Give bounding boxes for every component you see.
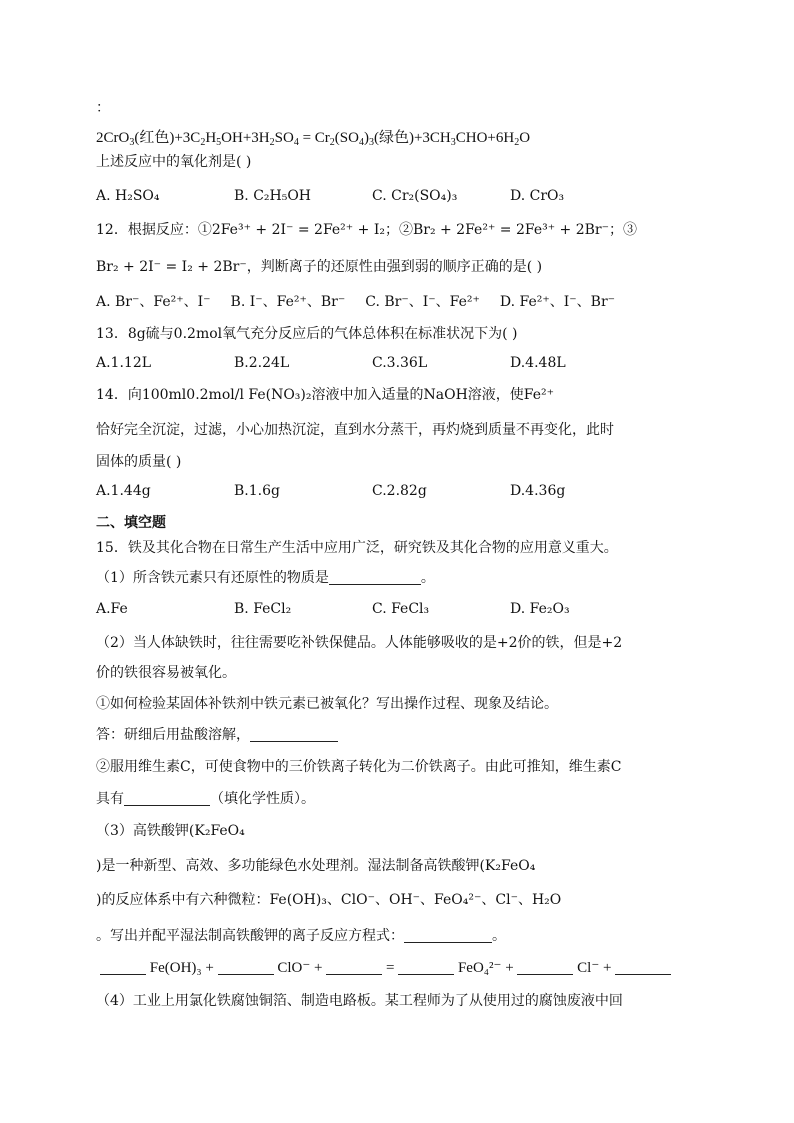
q15-part3-equation-blank[interactable]: [404, 927, 492, 943]
q15-part3-balance-equation: Fe(OH)₃ + ClO⁻ + = FeO₄²⁻ + Cl⁻ +: [100, 958, 671, 978]
q15-part3-line3: )的反应体系中有六种微粒：Fe(OH)₃、ClO⁻、OH⁻、FeO₄²⁻、Cl⁻、H₂O: [96, 892, 562, 908]
q15-part2-q2-line1: ②服用维生素C，可使食物中的三价铁离子转化为二价铁离子。由此可推知，维生素C: [96, 759, 622, 775]
q13-option-d[interactable]: D.4.48L: [510, 355, 566, 371]
q15-coef-blank-1[interactable]: [100, 959, 146, 975]
q15-part1: （1）所含铁元素只有还原性的物质是 。: [96, 570, 435, 586]
q12-option-c[interactable]: C. Br⁻、I⁻、Fe²⁺: [365, 294, 480, 310]
section-title: 二、填空题: [96, 515, 166, 531]
q14-line1: 14．向100ml0.2mol/l Fe(NO₃)₂溶液中加入适量的NaOH溶液，使Fe²⁺: [96, 387, 555, 403]
q11-option-b[interactable]: B. C₂H₅OH: [234, 188, 312, 204]
q11-option-c[interactable]: C. Cr₂(SO₄)₃: [372, 188, 458, 204]
q15-part2-q1: ①如何检验某固体补铁剂中铁元素已被氧化？写出操作过程、现象及结论。: [96, 696, 558, 712]
q15-part1-option-c[interactable]: C. FeCl₃: [372, 601, 430, 617]
q15-part3-line4: 。写出并配平湿法制高铁酸钾的离子反应方程式： 。: [96, 928, 506, 944]
q15-coef-blank-3[interactable]: [326, 959, 382, 975]
q15-coef-blank-2[interactable]: [218, 959, 274, 975]
q14-option-c[interactable]: C.2.82g: [372, 483, 427, 499]
q11-equation: 2CrO$_3$(红色)$+3C_2H_5OH+3H_2SO_4 = Cr_2(SO_4)_3$(绿色)$+3CH_3CHO+6H_2O$: [96, 130, 531, 148]
top-mark: ：: [96, 100, 110, 116]
q14-line3: 固体的质量( ): [96, 454, 182, 470]
q13-options: [96, 353, 716, 373]
q15-coef-blank-5[interactable]: [517, 959, 573, 975]
q15-part3-line1: （3）高铁酸钾(K₂FeO₄: [96, 823, 245, 839]
q15-part2-line2: 价的铁很容易被氧化。: [96, 665, 236, 681]
q14-line2: 恰好完全沉淀，过滤，小心加热沉淀，直到水分蒸干，再灼烧到质量不再变化，此时: [96, 422, 614, 438]
q15-part1-option-a[interactable]: A.Fe: [96, 601, 128, 617]
q12-option-b[interactable]: B. I⁻、Fe²⁺、Br⁻: [230, 294, 346, 310]
q14-option-a[interactable]: A.1.44g: [96, 483, 151, 499]
q11-prompt: 上述反应中的氧化剂是( ): [96, 154, 252, 170]
q13-option-a[interactable]: A.1.12L: [96, 355, 152, 371]
q12-line1: 12．根据反应：①2Fe³⁺ + 2I⁻ = 2Fe²⁺ + I₂；②Br₂ + 2Fe²⁺ = 2Fe³⁺ + 2Br⁻；③: [96, 222, 638, 238]
q14-option-d[interactable]: D.4.36g: [510, 483, 566, 499]
q15-part2-answer-blank[interactable]: [250, 726, 338, 742]
q15-part1-option-b[interactable]: B. FeCl₂: [234, 601, 292, 617]
q11-option-d[interactable]: D. CrO₃: [510, 188, 565, 204]
q15-intro: 15．铁及其化合物在日常生产生活中应用广泛，研究铁及其化合物的应用意义重大。: [96, 540, 618, 556]
q12-option-a[interactable]: A. Br⁻、Fe²⁺、I⁻: [96, 294, 211, 310]
q15-coef-blank-6[interactable]: [615, 959, 671, 975]
q15-part1-options: [96, 599, 716, 619]
q15-part2-answer: 答：研细后用盐酸溶解，: [96, 725, 338, 745]
q14-option-b[interactable]: B.1.6g: [234, 483, 280, 499]
q12-options: [96, 292, 716, 312]
q15-part3-line2: )是一种新型、高效、多功能绿色水处理剂。湿法制备高铁酸钾(K₂FeO₄: [96, 858, 536, 874]
q15-part1-option-d[interactable]: D. Fe₂O₃: [510, 601, 570, 617]
q13-prompt: 13．8g硫与0.2mol氧气充分反应后的气体总体积在标准状况下为( ): [96, 326, 518, 342]
q15-part1-blank[interactable]: [329, 569, 421, 585]
q13-option-c[interactable]: C.3.36L: [372, 355, 428, 371]
q15-part2-q2-blank[interactable]: [124, 790, 210, 806]
q15-coef-blank-4[interactable]: [398, 959, 454, 975]
q14-options: [96, 481, 716, 501]
q12-option-d[interactable]: D. Fe²⁺、I⁻、Br⁻: [499, 294, 616, 310]
q13-option-b[interactable]: B.2.24L: [234, 355, 290, 371]
q15-part2-line1: （2）当人体缺铁时，往往需要吃补铁保健品。人体能够吸收的是+2价的铁，但是+2: [96, 635, 623, 651]
q11-option-a[interactable]: A. H₂SO₄: [96, 188, 160, 204]
q11-options: [96, 186, 716, 206]
q15-part4-line1: （4）工业上用氯化铁腐蚀铜箔、制造电路板。某工程师为了从使用过的腐蚀废液中回: [96, 993, 623, 1009]
q15-part2-q2-line2: 具有 （填化学性质）。: [96, 791, 315, 807]
q12-line2: Br₂ + 2I⁻ = I₂ + 2Br⁻，判断离子的还原性由强到弱的顺序正确的是( ): [96, 259, 543, 275]
